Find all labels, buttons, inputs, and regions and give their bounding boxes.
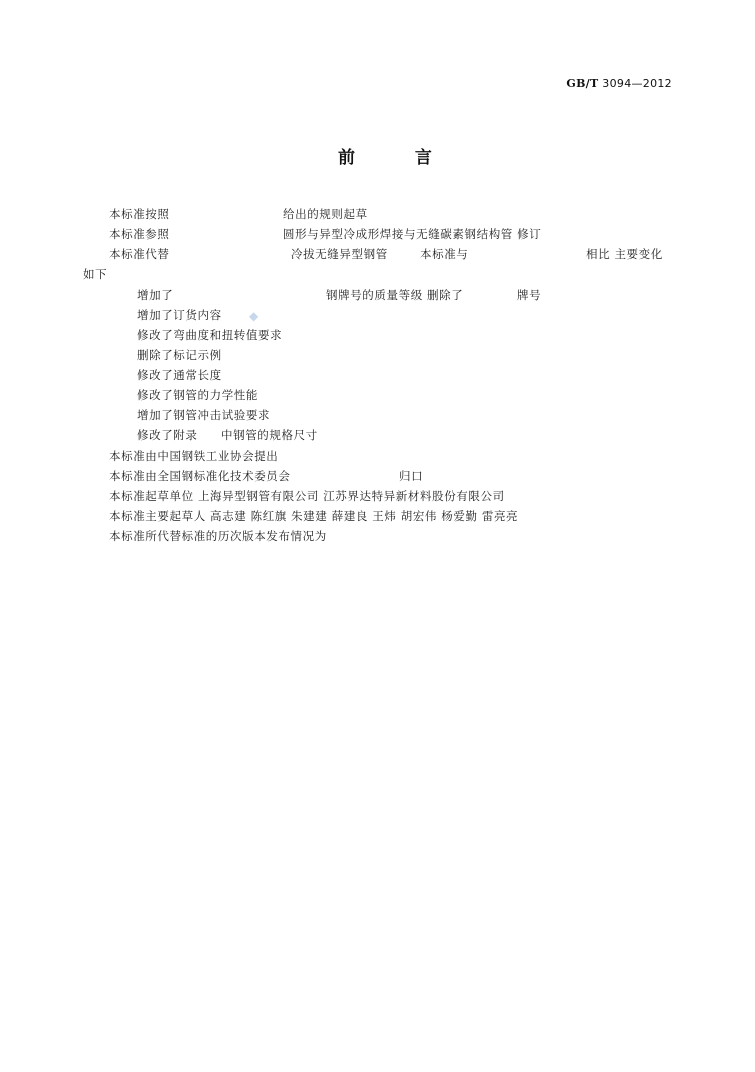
para-1-end: 给出的规则起草 [283, 207, 368, 221]
para-2-start: 本标准参照 [109, 227, 170, 241]
change-item-1-start: 增加了 [137, 288, 174, 302]
para-3-replaced-title: 冷拔无缝异型钢管 [291, 247, 388, 261]
change-item-5: 修改了通常长度 [137, 368, 222, 382]
para-6: 本标准起草单位 上海异型钢管有限公司 江苏界达特异新材料股份有限公司 [109, 489, 505, 503]
para-4: 本标准由中国钢铁工业协会提出 [109, 449, 279, 463]
standard-prefix: GB/T [566, 77, 599, 90]
para-5-start: 本标准由全国钢标准化技术委员会 [109, 469, 291, 483]
change-item-1-end: 牌号 [517, 288, 542, 302]
change-item-6: 修改了钢管的力学性能 [137, 388, 258, 402]
para-5-end: 归口 [399, 469, 424, 483]
para-2-end: 圆形与异型冷成形焊接与无缝碳素钢结构管 修订 [283, 227, 542, 241]
standard-code [566, 77, 672, 90]
standard-number: 3094—2012 [602, 77, 672, 90]
change-item-2: 增加了订货内容 [137, 308, 222, 322]
para-3-continuation: 如下 [83, 267, 108, 281]
para-3-compare: 本标准与 [420, 247, 469, 261]
para-3-start: 本标准代替 [109, 247, 170, 261]
change-item-3: 修改了弯曲度和扭转值要求 [137, 328, 283, 342]
change-item-7: 增加了钢管冲击试验要求 [137, 408, 271, 422]
change-item-1-middle: 钢牌号的质量等级 删除了 [326, 288, 464, 302]
change-item-8-start: 修改了附录 [137, 428, 198, 442]
change-item-4: 删除了标记示例 [137, 348, 222, 362]
para-8: 本标准所代替标准的历次版本发布情况为 [109, 529, 327, 543]
change-item-8-end: 中钢管的规格尺寸 [221, 428, 318, 442]
para-3-end: 相比 主要变化 [586, 247, 663, 261]
para-7: 本标准主要起草人 高志建 陈红旗 朱建建 薛建良 王炜 胡宏伟 杨爱勤 雷亮亮 [109, 509, 519, 523]
watermark-mark: ◆ [249, 309, 259, 323]
page-title: 前 言 [338, 148, 459, 168]
para-1-start: 本标准按照 [109, 207, 170, 221]
